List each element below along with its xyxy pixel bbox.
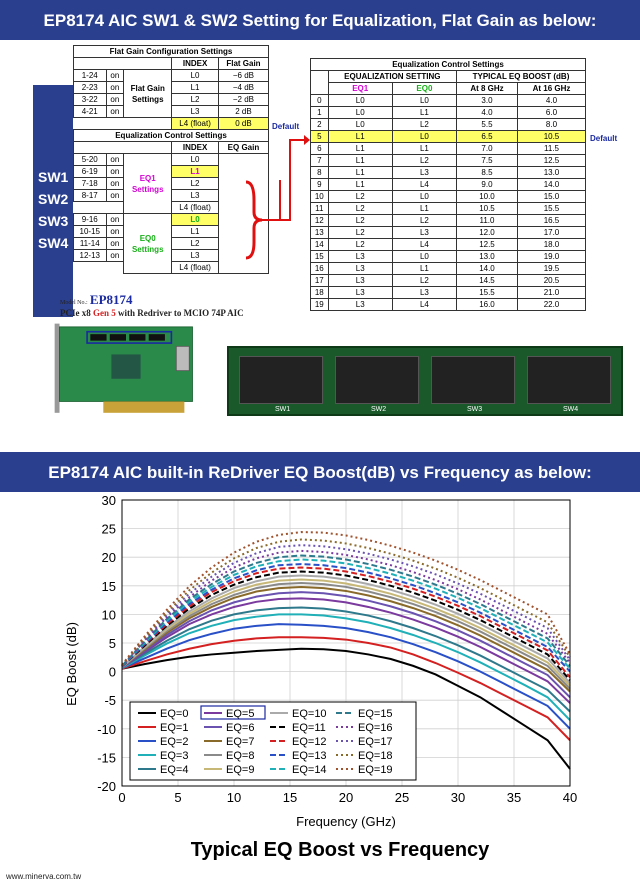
eq1-on: on [106, 166, 124, 178]
eq-table-row [311, 263, 586, 275]
x-tick-label: 40 [562, 790, 578, 805]
eq-table-cell: 11 [311, 203, 329, 215]
eq-table-row [311, 275, 586, 287]
eq-table-cell: L2 [392, 215, 456, 227]
sw-label-column [33, 85, 73, 317]
eq-table-row [311, 155, 586, 167]
legend-label: EQ=8 [226, 750, 255, 762]
eq-table-cell: 18.0 [517, 239, 585, 251]
eq-table-cell: 10.5 [517, 131, 585, 143]
eq-table-cell: L3 [328, 263, 392, 275]
eq-table-cell: 15.0 [517, 191, 585, 203]
eq-table-cell: L1 [328, 131, 392, 143]
eq-table-cell: L2 [328, 215, 392, 227]
eq-table-cell: 11.5 [517, 143, 585, 155]
eq-table-cell: 5.5 [457, 119, 518, 131]
eq-table-cell: 10.0 [457, 191, 518, 203]
eq-table-cell: L2 [392, 275, 456, 287]
eq0-pin: 11-14 [74, 238, 107, 250]
chart-legend [130, 702, 416, 780]
eq-table-cell: 2 [311, 119, 329, 131]
typ-eq-group: TYPICAL EQ BOOST (dB) [457, 71, 586, 83]
eq1-index: L0 [172, 154, 219, 166]
eq-table-cell: 7 [311, 155, 329, 167]
eq0-index: L4 (float) [172, 262, 219, 274]
eq-table-cell: 9 [311, 179, 329, 191]
eq-table-cell: 0 [311, 95, 329, 107]
eq-table-row [311, 215, 586, 227]
eq-table-row [311, 251, 586, 263]
eq-table-cell: 15 [311, 251, 329, 263]
eq-table-row [311, 191, 586, 203]
top-banner-title: EP8174 AIC SW1 & SW2 Setting for Equalization, Flat Gain as below: [0, 0, 640, 40]
eq-table-cell: L3 [328, 287, 392, 299]
eq-table-cell: 4.0 [457, 107, 518, 119]
fg-pin: 2-23 [74, 82, 107, 94]
eq0-on: on [106, 214, 124, 226]
x-tick-label: 5 [174, 790, 182, 805]
eq-table-cell: 16.0 [457, 299, 518, 311]
eq-table-cell: L1 [392, 143, 456, 155]
chart-area [0, 492, 640, 884]
eq-table-cell: L0 [392, 191, 456, 203]
fg-gain: 2 dB [218, 106, 268, 118]
eq1-pin: 8-17 [74, 190, 107, 202]
fg-index: L2 [172, 94, 219, 106]
pcb-desc-pre: PCIe x8 [60, 308, 93, 318]
eq-table-cell: 6.5 [457, 131, 518, 143]
eq0-index: L3 [172, 250, 219, 262]
eq-table-cell: L4 [392, 239, 456, 251]
legend-label: EQ=10 [292, 708, 327, 720]
y-tick-label: -20 [97, 779, 116, 794]
eq-table-cell: 14.5 [457, 275, 518, 287]
eq-ctrl-left-title: Equalization Control Settings [74, 130, 269, 142]
eq-table-cell: L4 [392, 179, 456, 191]
eq-table-cell: 20.5 [517, 275, 585, 287]
sw3-label: SW3 [38, 213, 69, 229]
sw1-label: SW1 [38, 169, 69, 185]
model-name: EP8174 [89, 292, 133, 307]
eq-table-cell: L3 [328, 299, 392, 311]
eq-table-row [311, 287, 586, 299]
x-tick-label: 30 [450, 790, 466, 805]
dip-sw2 [335, 356, 419, 404]
eq-table-cell: L0 [392, 95, 456, 107]
fg-pin: 1-24 [74, 70, 107, 82]
fg-index-default: L4 (float) [172, 118, 219, 130]
eq-table-cell: 11.0 [457, 215, 518, 227]
eq-table-row [311, 119, 586, 131]
legend-label: EQ=12 [292, 736, 327, 748]
fg-index: L0 [172, 70, 219, 82]
eq-table-cell: L4 [392, 299, 456, 311]
eq-default-label: Default [590, 134, 618, 143]
eq1-on: on [106, 178, 124, 190]
dip-switch-photo [227, 346, 623, 416]
eq-table-cell: 8.0 [517, 119, 585, 131]
eq0-settings-label: EQ0 Settings [124, 214, 172, 274]
eq-table-cell: 1 [311, 107, 329, 119]
eq-table-cell: L0 [392, 251, 456, 263]
legend-label: EQ=6 [226, 722, 255, 734]
eq-table-cell: 16 [311, 263, 329, 275]
eq1-on: on [106, 190, 124, 202]
chart-title: Typical EQ Boost vs Frequency [190, 839, 490, 861]
y-tick-label: 5 [108, 636, 116, 651]
eq-table-cell: 13.0 [517, 167, 585, 179]
pcb-desc-gen: Gen 5 [93, 308, 116, 318]
y-tick-label: -5 [104, 693, 116, 709]
x-tick-label: 35 [506, 790, 522, 805]
x-tick-label: 20 [338, 790, 354, 805]
eq-setting-group: EQUALIZATION SETTING [328, 71, 456, 83]
eq-table-row [311, 131, 586, 143]
legend-label: EQ=13 [292, 750, 327, 762]
sw2-label: SW2 [38, 191, 69, 207]
eq-table-cell: 22.0 [517, 299, 585, 311]
eq1-on: on [106, 154, 124, 166]
eq-table-cell: L2 [328, 239, 392, 251]
eq-table-cell: L3 [392, 227, 456, 239]
eq-table-cell: 19 [311, 299, 329, 311]
eq-table-row [311, 179, 586, 191]
legend-label: EQ=16 [358, 722, 393, 734]
eq-table-cell: 19.5 [517, 263, 585, 275]
y-tick-label: -10 [97, 721, 116, 737]
y-tick-label: 25 [101, 521, 116, 537]
eq1-index-selected: L1 [172, 166, 219, 178]
eq1-index: L3 [172, 190, 219, 202]
col-eq1: EQ1 [328, 83, 392, 95]
eq-table-cell: 17.0 [517, 227, 585, 239]
fg-index: L3 [172, 106, 219, 118]
eq-table-cell: 7.5 [457, 155, 518, 167]
eq-table-row [311, 299, 586, 311]
eq-table-row [311, 227, 586, 239]
x-tick-label: 10 [226, 790, 242, 805]
col-16ghz: At 16 GHz [517, 83, 585, 95]
fg-label: Flat Gain Settings [124, 70, 172, 118]
legend-label: EQ=18 [358, 750, 393, 762]
eq0-pin: 12-13 [74, 250, 107, 262]
eq-table-cell: L2 [328, 227, 392, 239]
eq-table-cell: 12.0 [457, 227, 518, 239]
y-tick-label: 0 [108, 664, 116, 680]
fg-on: on [106, 82, 124, 94]
legend-label: EQ=0 [160, 708, 189, 720]
eq-table-row [311, 203, 586, 215]
eq-table-cell: 4.0 [517, 95, 585, 107]
eq-table-cell: L0 [328, 119, 392, 131]
fg-gain-default: 0 dB [218, 118, 268, 130]
legend-label: EQ=2 [160, 736, 189, 748]
legend-label: EQ=19 [358, 764, 393, 776]
chart-banner-title: EP8174 AIC built-in ReDriver EQ Boost(dB) vs Frequency as below: [0, 452, 640, 492]
fg-index: L1 [172, 82, 219, 94]
eq1-pin: 6-19 [74, 166, 107, 178]
pcb-caption [60, 292, 244, 318]
eq-table-cell: 3.0 [457, 95, 518, 107]
flat-gain-default-label: Default [272, 122, 300, 131]
eq-table-cell: L1 [328, 143, 392, 155]
eq-table-cell: L1 [392, 203, 456, 215]
eq-table-cell: L0 [392, 131, 456, 143]
eq0-pin: 10-15 [74, 226, 107, 238]
eq-table-cell: 6 [311, 143, 329, 155]
pcb-image [38, 322, 214, 442]
eq0-index: L2 [172, 238, 219, 250]
eq-table-cell: L2 [328, 203, 392, 215]
eq-table-cell: L0 [328, 107, 392, 119]
eq-table-cell: L3 [328, 251, 392, 263]
eq-table-cell: 16.5 [517, 215, 585, 227]
legend-label: EQ=7 [226, 736, 255, 748]
x-tick-label: 0 [118, 790, 126, 805]
eq-table-cell: L3 [392, 167, 456, 179]
eq-table-row [311, 107, 586, 119]
y-tick-label: 20 [101, 550, 116, 566]
eq-table-cell: 13 [311, 227, 329, 239]
eq-table-cell: 12 [311, 215, 329, 227]
eq-table-cell: 7.0 [457, 143, 518, 155]
eq-table-cell: L1 [392, 263, 456, 275]
eq-table-cell: 17 [311, 275, 329, 287]
eq-col-index: INDEX [172, 142, 219, 154]
legend-label: EQ=9 [226, 764, 255, 776]
chart-xlabel: Frequency (GHz) [296, 814, 396, 829]
legend-label: EQ=5 [226, 708, 255, 720]
sw4-label: SW4 [38, 235, 69, 251]
fg-gain: −4 dB [218, 82, 268, 94]
legend-label: EQ=17 [358, 736, 393, 748]
dip-sw3 [431, 356, 515, 404]
eq-table-cell: 14.0 [457, 263, 518, 275]
fg-gain: −2 dB [218, 94, 268, 106]
eq0-on: on [106, 226, 124, 238]
flat-gain-title: Flat Gain Configuration Settings [74, 46, 269, 58]
eq0-on: on [106, 250, 124, 262]
fg-col-index: INDEX [172, 58, 219, 70]
eq1-pin: 5-20 [74, 154, 107, 166]
eq-table-cell: L1 [328, 179, 392, 191]
eq-table-cell: 8 [311, 167, 329, 179]
dip-label: SW2 [371, 406, 387, 413]
eq-table-row [311, 239, 586, 251]
eq0-on: on [106, 238, 124, 250]
eq-table-cell: L2 [392, 155, 456, 167]
eq-table-cell: 8.5 [457, 167, 518, 179]
eq-col-gain: EQ Gain [218, 142, 268, 154]
eq-table-cell: 10 [311, 191, 329, 203]
legend-label: EQ=15 [358, 708, 393, 720]
eq-table-cell: L3 [392, 287, 456, 299]
col-eq0: EQ0 [392, 83, 456, 95]
eq-table-cell: L1 [328, 167, 392, 179]
flat-gain-eq-table [73, 45, 269, 274]
pcb-desc-post: with Redriver to MCIO 74P AIC [115, 308, 244, 318]
dip-sw1 [239, 356, 323, 404]
dip-label: SW4 [563, 406, 579, 413]
eq0-index: L1 [172, 226, 219, 238]
eq-boost-chart [0, 492, 640, 884]
fg-col-gain: Flat Gain [218, 58, 268, 70]
eq-table-cell: L1 [328, 155, 392, 167]
x-tick-label: 25 [394, 790, 410, 805]
fg-on: on [106, 70, 124, 82]
eq-table-cell: 10.5 [457, 203, 518, 215]
eq-table-cell: 12.5 [517, 155, 585, 167]
eq-table-cell: 15.5 [517, 203, 585, 215]
eq-table-cell: L2 [328, 191, 392, 203]
eq-table-cell: 19.0 [517, 251, 585, 263]
x-tick-label: 15 [282, 790, 298, 805]
eq1-pin: 7-18 [74, 178, 107, 190]
eq-table-cell: L1 [392, 107, 456, 119]
eq-table-row [311, 143, 586, 155]
eq-table-cell: 5 [311, 131, 329, 143]
model-prefix: Model No.: [60, 300, 88, 306]
fg-pin: 3-22 [74, 94, 107, 106]
eq-table-cell: 6.0 [517, 107, 585, 119]
y-tick-label: 15 [101, 578, 116, 594]
col-8ghz: At 8 GHz [457, 83, 518, 95]
chart-ylabel: EQ Boost (dB) [64, 622, 79, 706]
eq-table-cell: 12.5 [457, 239, 518, 251]
eq0-index-selected: L0 [172, 214, 219, 226]
eq-table-cell: 15.5 [457, 287, 518, 299]
eq1-index: L2 [172, 178, 219, 190]
eq-table-cell: 18 [311, 287, 329, 299]
fg-on: on [106, 94, 124, 106]
eq-table-cell: 14 [311, 239, 329, 251]
legend-label: EQ=4 [160, 764, 189, 776]
footer-url: www.minerva.com.tw [6, 872, 82, 881]
y-tick-label: -15 [97, 750, 116, 766]
eq1-index: L4 (float) [172, 202, 219, 214]
legend-label: EQ=1 [160, 722, 189, 734]
eq-table-row [311, 167, 586, 179]
fg-on: on [106, 106, 124, 118]
legend-label: EQ=14 [292, 764, 327, 776]
eq0-pin: 9-16 [74, 214, 107, 226]
fg-pin: 4-21 [74, 106, 107, 118]
eq-table-cell: L3 [328, 275, 392, 287]
legend-label: EQ=11 [292, 722, 326, 734]
eq-table-cell: L2 [392, 119, 456, 131]
eq-table-cell: 14.0 [517, 179, 585, 191]
eq-table-cell: 21.0 [517, 287, 585, 299]
y-tick-label: 30 [101, 493, 116, 508]
red-arrow-icon [270, 132, 310, 222]
dip-label: SW1 [275, 406, 291, 413]
y-tick-label: 10 [101, 607, 116, 623]
dip-sw4 [527, 356, 611, 404]
eq1-settings-label: EQ1 Settings [124, 154, 172, 214]
legend-label: EQ=3 [160, 750, 189, 762]
eq-table-row [311, 95, 586, 107]
eq-ctrl-right-title: Equalization Control Settings [311, 59, 586, 71]
eq-table-cell: 13.0 [457, 251, 518, 263]
eq-table-cell: L0 [328, 95, 392, 107]
eq-boost-table [310, 58, 586, 311]
fg-gain: −6 dB [218, 70, 268, 82]
dip-label: SW3 [467, 406, 483, 413]
eq-table-cell: 9.0 [457, 179, 518, 191]
